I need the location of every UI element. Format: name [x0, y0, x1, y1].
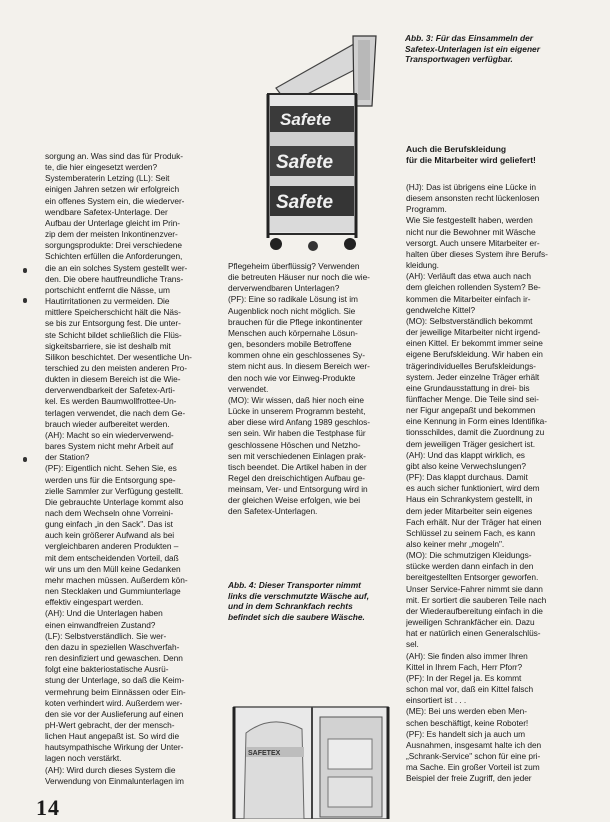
text-line: Kittel in Ihrem Fach, Herr Pforr? [406, 661, 523, 672]
text-line: eine Kennung in Form eines Identifika- [406, 416, 547, 427]
text-line: gendwelche Kittel? [406, 304, 476, 315]
text-line: halten über dieses System ihre Berufs- [406, 248, 548, 259]
text-line: bereitgestellten Entsorger geworfen. [406, 572, 539, 583]
text-line: gung einfach „in den Sack". Das ist [45, 519, 173, 530]
text-line: sigkeitsbarriere, sie ist deshalb mit [45, 340, 171, 351]
text-line: (PF): Das klappt durchaus. Damit [406, 472, 528, 483]
text-line: sel. [406, 639, 419, 650]
binder-hole-mid [23, 298, 27, 303]
text-line: „Schrank-Service" schon für eine pri- [406, 750, 541, 761]
text-line: terschied zu den meisten anderen Pro- [45, 362, 187, 373]
text-line: dukten in diesem Bereich ist die Wie- [45, 374, 181, 385]
text-line: den noch wie vor Einweg-Produkte [228, 372, 356, 383]
text-line: Regel den dreischichtigen Aufbau ge- [228, 472, 365, 483]
text-line: lagen noch verstärkt. [45, 753, 122, 764]
text-line: mittlere Speicherschicht hält die Näs- [45, 307, 181, 318]
text-column-right [406, 182, 578, 822]
text-line: den Safetex-Unterlagen. [228, 506, 318, 517]
text-line: Wie Sie festgestellt haben, werden [406, 215, 533, 226]
text-line: terlagen verwendet, die nach dem Ge- [45, 407, 186, 418]
text-line: kel. Es werden Baumwollfrottee-Un- [45, 396, 177, 407]
text-line: Schichten erfüllen die Anforderungen, [45, 251, 183, 262]
text-line: lichen Haut angepaßt ist. So wird die [45, 731, 180, 742]
text-line: Schlüssel zu seinem Fach, es kann [406, 527, 536, 538]
text-line: derverwendbarkeit der Safetex-Arti- [45, 385, 175, 396]
caption-line: und in dem Schrankfach rechts [228, 601, 353, 612]
text-line: es auch sicher funktioniert, wird dem [406, 483, 540, 494]
text-line: trägerindividuelles Berufskleidungs- [406, 360, 536, 371]
text-line: system. Jeder einzelne Träger erhält [406, 371, 540, 382]
heading-line: Auch die Berufskleidung [406, 144, 507, 154]
text-line: einen einwandfreien Zustand? [45, 619, 156, 630]
text-line: zielle Sammler zur Verfügung gestellt. [45, 485, 184, 496]
text-line: stung der Unterlage, so daß die Keim- [45, 675, 185, 686]
text-line: die betreuten Häuser nur noch die wie- [228, 272, 370, 283]
text-line: dem jeder Mitarbeiter sein eigenes [406, 505, 533, 516]
text-line: den. Die obere hautfreundliche Trans- [45, 273, 184, 284]
text-line: Augenblick noch nicht möglich. Sie [228, 305, 356, 316]
text-line: Haus ein Schrankystem gestellt, in [406, 494, 533, 505]
text-line: (MO): Die schmutzigen Kleidungs- [406, 550, 532, 561]
text-line: tisch beendet. Die Artikel haben in der [228, 461, 367, 472]
text-line: also keiner mehr „mogeln". [406, 539, 505, 549]
text-line: Beispiel der freie Zugriff, den jeder [406, 773, 532, 784]
text-line: (MO): Selbstverständlich bekommt [406, 315, 533, 326]
text-line: eigene Berufskleidung. Wir haben ein [406, 349, 543, 360]
text-line: ein offenes System ein, die wiederver- [45, 195, 185, 206]
binder-hole-top [23, 268, 27, 273]
text-line: Fach erhält. Nur der Träger hat einen [406, 516, 542, 527]
text-line: dem jeweiligen Träger gesichert ist. [406, 438, 535, 449]
text-line: tionsschildes, damit die Zuordnung zu [406, 427, 545, 438]
text-line: Hautirritationen zu vermeiden. Die [45, 296, 170, 307]
text-line: (PF): Es handelt sich ja auch um [406, 728, 525, 739]
text-line: der Station? [45, 452, 90, 463]
caption-line: befindet sich die saubere Wäsche. [228, 611, 365, 622]
text-line: bares System nicht mehr Arbeit auf [45, 441, 174, 452]
text-line: dem gleichen rollenden System? Be- [406, 282, 541, 293]
trolley-brand-2: Safete [276, 152, 334, 173]
text-line: einen Kittel. Er bekommt immer seine [406, 338, 543, 349]
caption-line: Safetex-Unterlagen ist ein eigener [405, 43, 540, 54]
text-line: Systemberaterin Letzing (LL): Seit [45, 173, 170, 184]
text-line: sen sein. Wir haben die Testphase für [228, 428, 366, 439]
transporter-photo [232, 703, 392, 819]
text-line: (AH): Wird durch dieses System die [45, 764, 176, 775]
text-line: Die gebrauchte Unterlage kommt also [45, 496, 184, 507]
text-line: ner Figur angepaßt und bekommen [406, 405, 536, 416]
text-line: verwendet. [228, 383, 269, 394]
text-line: schon mal vor, daß ein Kittel falsch [406, 684, 534, 695]
trolley-brand-3: Safete [276, 192, 334, 213]
text-line: Pflegeheim überflüssig? Verwenden [228, 261, 360, 271]
text-line: portschicht entfernt die Nässe, um [45, 284, 170, 295]
transporter-brand: SAFETEX [248, 750, 281, 757]
text-line: ste Schicht bildet schließlich die Flüs- [45, 329, 182, 340]
text-line: Lücke in unserem Programm besteht, [228, 406, 366, 417]
text-line: der gleichen Weise erfolgen, wie bei [228, 495, 361, 506]
text-line: koten verhindert wird. Außerdem wer- [45, 697, 183, 708]
text-line: Aufbau der Unterlage gleicht im Prin- [45, 217, 180, 228]
text-line: kommen die Mitarbeiter einfach ir- [406, 293, 531, 304]
text-line: jeweiligen Schrankfächer ein. Dazu [406, 617, 535, 628]
figure-4-caption [228, 580, 398, 622]
text-line: vermehrung beim Einnässen oder Ein- [45, 686, 186, 697]
text-line: (LF): Selbstverständlich. Sie wer- [45, 630, 167, 641]
text-line: hautsympathische Wirkung der Unter- [45, 742, 184, 753]
text-line: Unser Service-Fahrer nimmt sie dann [406, 583, 543, 594]
trolley-brand-1: Safete [280, 110, 332, 129]
text-line: wir uns um den Müll keine Gedanken [45, 563, 181, 574]
text-line: den sie vor der Auslieferung auf einen [45, 708, 184, 719]
text-line: diesem ansonsten recht lückenlosen [406, 193, 540, 204]
text-line: meinsam, Ver- und Entsorgung wird in [228, 484, 368, 495]
text-line: stücke werden dann einfach in den [406, 561, 534, 572]
text-line: ren desinfiziert und gewaschen. Denn [45, 653, 183, 664]
section-heading [406, 144, 578, 166]
text-line: (HJ): Das ist übrigens eine Lücke in [406, 182, 536, 192]
caption-line: Abb. 3: Für das Einsammeln der [405, 33, 533, 43]
text-line: derverwendbaren Unterlagen? [228, 283, 340, 294]
text-line: pH-Wert gebracht, der der mensch- [45, 719, 175, 730]
text-line: die an ein solches System gestellt wer- [45, 262, 188, 273]
text-line: kommen ohne ein geschlossenes Sy- [228, 350, 366, 361]
text-line: brauch wieder aufbereitet werden. [45, 418, 170, 429]
text-line: (AH): Verläuft das etwa auch nach [406, 271, 531, 282]
text-line: geschlossene Höschen und Netzho- [228, 439, 361, 450]
text-line: schen beschäftigt, keine Roboter! [406, 717, 529, 728]
text-line: effektiv eingespart werden. [45, 597, 144, 608]
text-line: (ME): Bei uns werden eben Men- [406, 706, 527, 717]
text-line: werden uns für die Entsorgung spe- [45, 474, 176, 485]
text-line: (AH): Macht so ein wiederverwend- [45, 429, 174, 440]
heading-line: für die Mitarbeiter wird geliefert! [406, 155, 536, 165]
text-line: stem nicht aus. In diesem Bereich wer- [228, 361, 370, 372]
text-line: versorgt. Auch unsere Mitarbeiter er- [406, 237, 540, 248]
text-line: der jeweilige Mitarbeiter nicht irgend- [406, 327, 541, 338]
text-line: brauchen für die Pflege inkontinenter [228, 316, 363, 327]
text-line: sorgungsprodukte: Drei verschiedene [45, 240, 182, 251]
text-line: (MO): Wir wissen, daß hier noch eine [228, 394, 364, 405]
text-line: (AH): Sie finden also immer Ihren [406, 650, 528, 661]
text-line: gen, besonders mobile Betroffene [228, 339, 352, 350]
page-number: 14 [36, 795, 60, 820]
trolley-photo [258, 26, 378, 254]
text-line: einigen Jahren setzen wir erfolgreich [45, 184, 180, 195]
text-line: (AH): Und die Unterlagen haben [45, 608, 163, 619]
text-line: (PF): Eine so radikale Lösung ist im [228, 294, 358, 305]
text-line: nicht nur die Bewohner mit Wäsche [406, 226, 536, 237]
caption-line: Transportwagen verfügbar. [405, 54, 513, 65]
text-line: sorgung an. Was sind das für Produk- [45, 151, 183, 161]
text-line: eine Grundausstattung in drei- bis [406, 382, 530, 393]
text-line: hat er natürlich einen Generalschlüs- [406, 628, 541, 639]
text-line: te, die hier eingesetzt werden? [45, 162, 158, 173]
text-line: (PF): In der Regel ja. Es kommt [406, 672, 522, 683]
text-line: kleidung. [406, 260, 439, 271]
text-line: einsortiert ist . . . [406, 695, 467, 706]
text-line: Silikon beschichtet. Der wesentliche Un- [45, 351, 192, 362]
text-line: Verwendung von Einmalunterlagen im [45, 775, 184, 786]
text-line: folgt eine bakteriostatische Ausrü- [45, 664, 169, 675]
text-line: mehr machen müssen. Außerdem kön- [45, 574, 188, 585]
text-line: der Wiederaufbereitung einfach in die [406, 605, 543, 616]
binder-hole-low [23, 457, 27, 462]
figure-3-caption [405, 33, 580, 65]
caption-line: Abb. 4: Dieser Transporter nimmt [228, 580, 361, 590]
text-line: sen mit verschiedenen Einlagen prak- [228, 450, 366, 461]
text-line: aber diese wird Anfang 1989 geschlos- [228, 417, 370, 428]
text-column-left [45, 151, 217, 791]
text-column-middle [228, 261, 396, 551]
text-line: Menschen auch körpernahe Lösun- [228, 327, 358, 338]
text-line: nen Stecklaken und Gummiunterlage [45, 586, 181, 597]
caption-line: links die verschmutzte Wäsche auf, [228, 590, 370, 601]
text-line: Programm. [406, 204, 447, 215]
text-line: se bis zur Entsorgung fest. Die unter- [45, 318, 181, 329]
text-line: nach dem Wechseln ohne Vorreini- [45, 508, 174, 518]
text-line: wendbare Safetex-Unterlage. Der [45, 206, 168, 217]
text-line: gibt also keine Verwechslungen? [406, 460, 526, 471]
text-line: ma Sache. Ein großer Vorteil ist zum [406, 762, 540, 773]
text-line: mit. Er sortiert die sauberen Teile nach [406, 594, 547, 605]
text-line: auch kein größerer Aufwand als bei [45, 530, 175, 541]
text-line: Ausnahmen, insgesamt halte ich den [406, 739, 542, 750]
text-line: (PF): Eigentlich nicht. Sehen Sie, es [45, 463, 177, 474]
text-line: vergleichbaren anderen Produkten – [45, 541, 179, 552]
text-line: den dazu in speziellen Waschverfah- [45, 641, 180, 652]
text-line: mit dem entscheidenden Vorteil, daß [45, 552, 179, 563]
text-line: (AH): Und das klappt wirklich, es [406, 449, 525, 460]
text-line: zip dem der meisten Inkontinenzver- [45, 229, 178, 240]
text-line: fünffacher Menge. Die Teile sind sei- [406, 393, 539, 404]
